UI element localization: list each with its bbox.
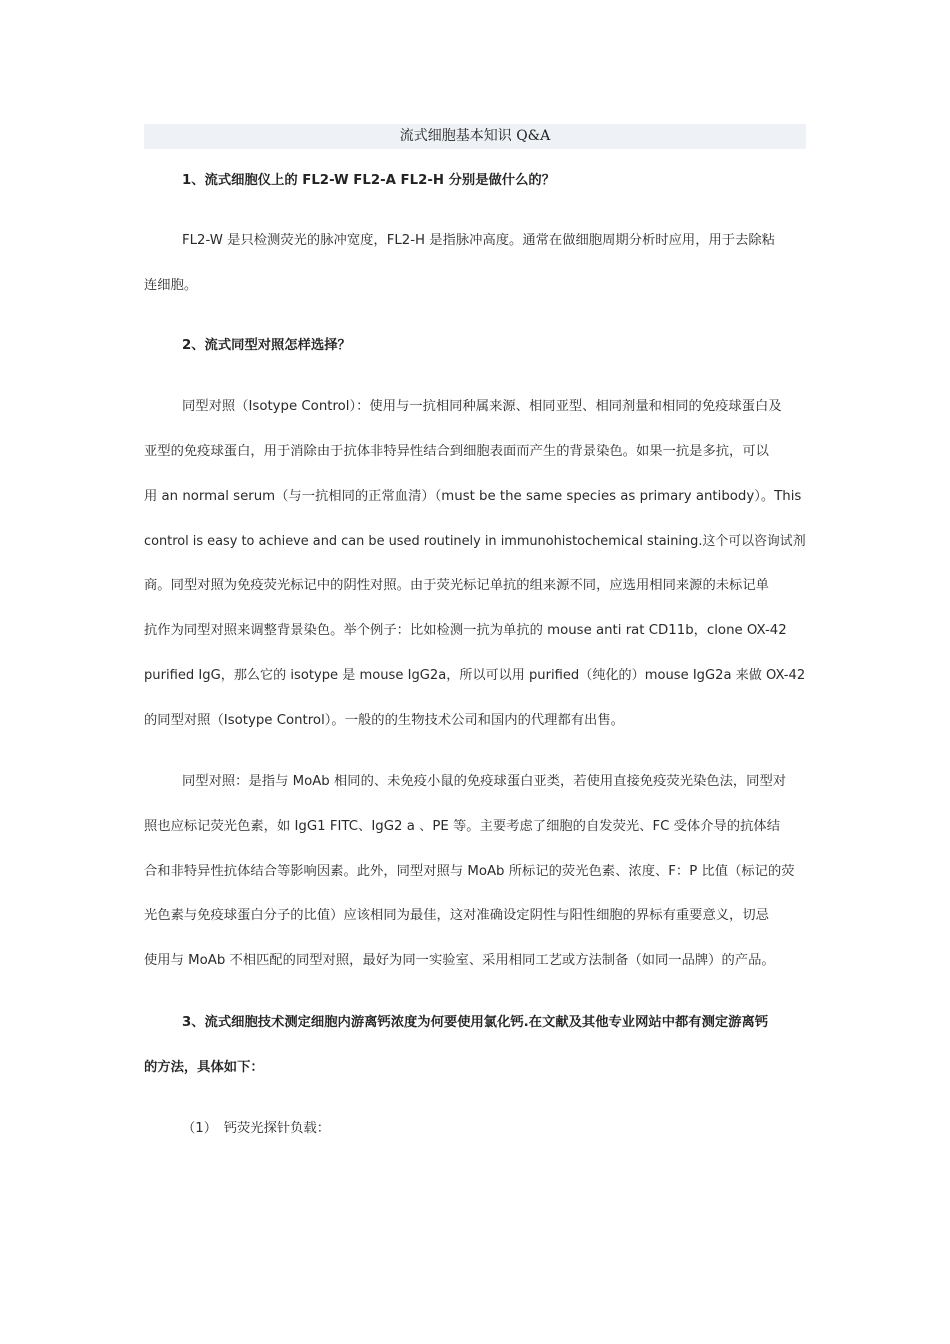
section-2-para-1-line-7: purified IgG，那么它的 isotype 是 mouse IgG2a，所以可以用 purified（纯化的）mouse IgG2a 来做 OX-42 xyxy=(144,668,806,683)
section-2-para-1-line-6: 抗作为同型对照来调整背景染色。举个例子：比如检测一抗为单抗的 mouse anti rat CD11b，clone OX-42 xyxy=(144,623,787,638)
section-2-para-1-line-2: 亚型的免疫球蛋白，用于消除由于抗体非特异性结合到细胞表面而产生的背景染色。如果一抗是多抗，可以 xyxy=(144,444,769,459)
section-2-para-1-line-8: 的同型对照（Isotype Control）。一般的的生物技术公司和国内的代理都有出售。 xyxy=(144,713,624,728)
section-2-para-2-line-4: 光色素与免疫球蛋白分子的比值）应该相同为最佳，这对准确设定阴性与阳性细胞的界标有重要意义，切忌 xyxy=(144,908,769,923)
section-3-list-item-1: （1） 钙荧光探针负载： xyxy=(182,1121,331,1136)
page-title: 流式细胞基本知识 Q&A xyxy=(399,128,551,144)
section-2-heading: 2、流式同型对照怎样选择？ xyxy=(182,338,351,353)
section-2-para-1-line-4: control is easy to achieve and can be used routinely in immunohistochemical staining.这个可以咨询试剂 xyxy=(144,534,806,549)
section-2-para-2-line-2: 照也应标记荧光色素，如 IgG1 FITC、IgG2 a 、PE 等。主要考虑了细胞的自发荧光、FC 受体介导的抗体结 xyxy=(144,819,780,834)
section-2-para-1-line-3: 用 an normal serum（与一抗相同的正常血清）（must be the same species as primary antibody）。This xyxy=(144,489,802,504)
section-2-para-2-line-5: 使用与 MoAb 不相匹配的同型对照，最好为同一实验室、采用相同工艺或方法制备（如同一品牌）的产品。 xyxy=(144,953,775,968)
section-1-line-1: FL2-W 是只检测荧光的脉冲宽度，FL2-H 是指脉冲高度。通常在做细胞周期分析时应用，用于去除粘 xyxy=(182,233,775,248)
section-2-para-1-line-5: 商。同型对照为免疫荧光标记中的阴性对照。由于荧光标记单抗的组来源不同，应选用相同来源的未标记单 xyxy=(144,578,769,593)
section-3-heading-line-2: 的方法，具体如下： xyxy=(144,1060,264,1075)
section-3-heading-line-1: 3、流式细胞技术测定细胞内游离钙浓度为何要使用氯化钙.在文献及其他专业网站中都有测定游离钙 xyxy=(182,1015,769,1030)
section-2-para-2-line-1: 同型对照：是指与 MoAb 相同的、未免疫小鼠的免疫球蛋白亚类，若使用直接免疫荧光染色法，同型对 xyxy=(182,774,787,789)
section-1-line-2: 连细胞。 xyxy=(144,278,198,293)
section-1-heading: 1、流式细胞仪上的 FL2-W FL2-A FL2-H 分别是做什么的？ xyxy=(182,173,555,188)
section-2-para-2-line-3: 合和非特异性抗体结合等影响因素。此外，同型对照与 MoAb 所标记的荧光色素、浓度、F：P 比值（标记的荧 xyxy=(144,864,795,879)
section-2-para-1-line-1: 同型对照（Isotype Control）：使用与一抗相同种属来源、相同亚型、相同剂量和相同的免疫球蛋白及 xyxy=(182,399,782,414)
